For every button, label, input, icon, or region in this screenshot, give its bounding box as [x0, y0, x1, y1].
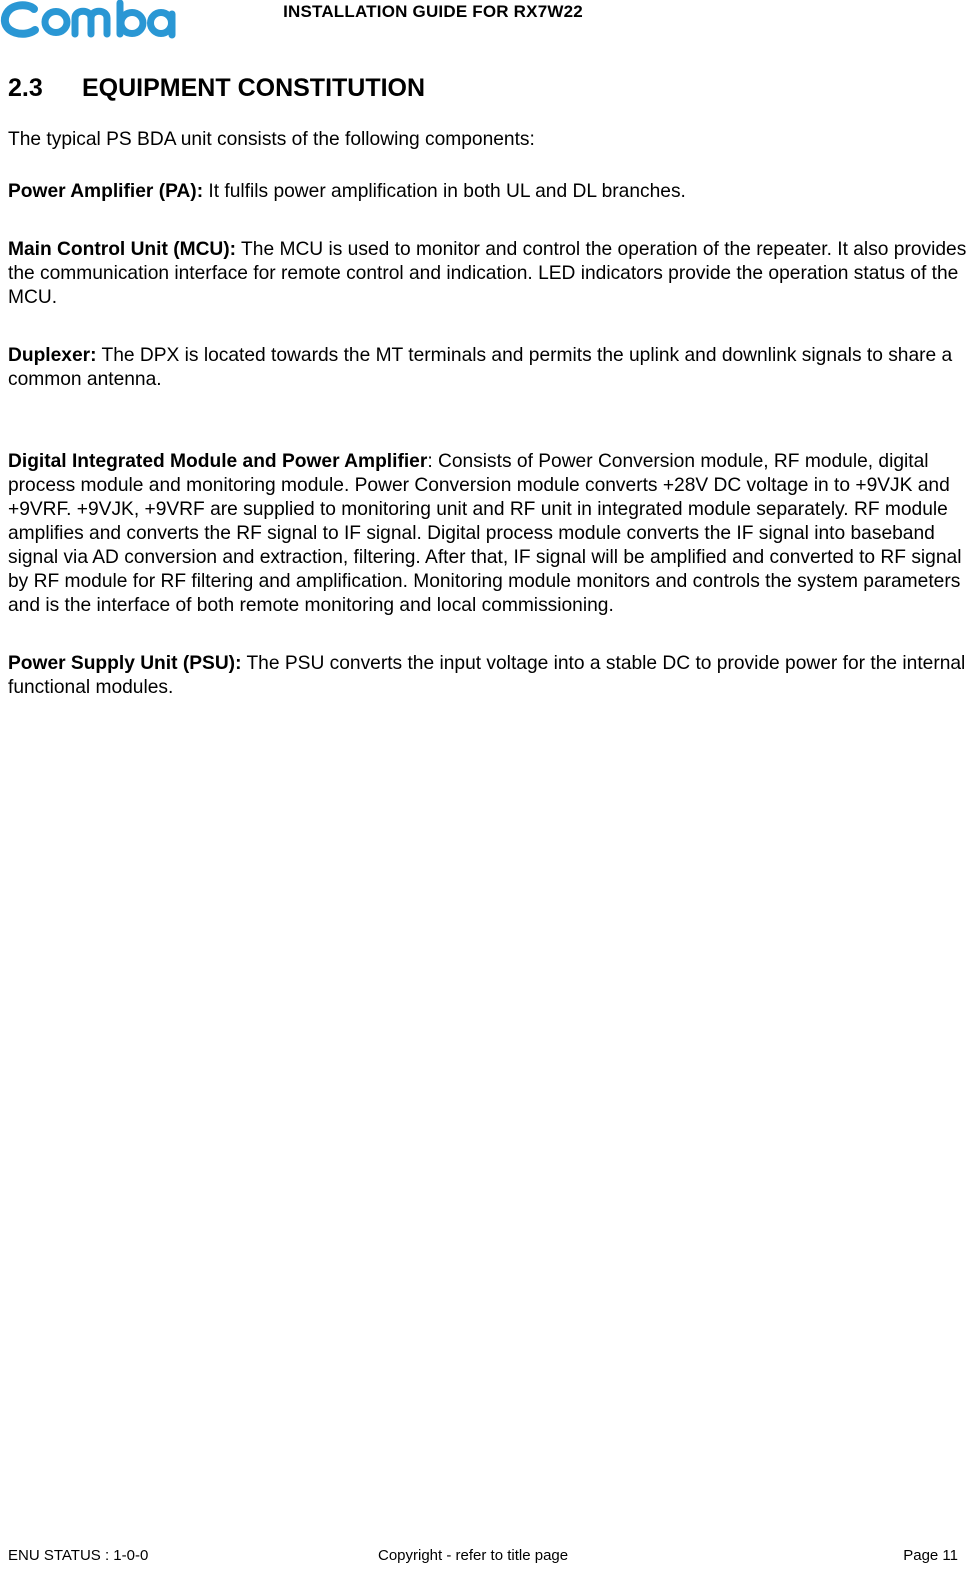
- section-heading: [8, 74, 425, 103]
- intro-paragraph: The typical PS BDA unit consists of the following components:: [8, 129, 535, 150]
- page-footer: [8, 1547, 958, 1567]
- component-term: Main Control Unit (MCU):: [8, 239, 237, 260]
- document-body: [8, 128, 970, 700]
- component-paragraph-digital-module: [8, 450, 970, 618]
- footer-status: ENU STATUS : 1-0-0: [8, 1547, 149, 1564]
- footer-page-number: Page 11: [903, 1547, 958, 1564]
- component-term: Digital Integrated Module and Power Amplifier: [8, 451, 428, 472]
- component-description: The MCU is used to monitor and control the operation of the repeater. It also provides the communication interface for remote control and indication. LED indicators provide the operation status of the MCU.: [8, 239, 967, 308]
- component-term: Power Supply Unit (PSU):: [8, 653, 242, 674]
- component-description: : Consists of Power Conversion module, RF module, digital process module and monitoring module. Power Conversion module converts +28V DC voltage in to +9VJK and +9VRF. +9VJK, +9VRF are supplied to monitoring unit and RF unit in integrated module separately. RF module amplifies and converts the RF signal to IF signal. Digital process module converts the IF signal into baseband signal via AD conversion and extraction, filtering. After that, IF signal will be amplified and converted to RF signal by RF module for RF filtering and amplification. Monitoring module monitors and controls the system parameters and is the interface of both remote monitoring and local commissioning.: [8, 451, 962, 616]
- section-title: EQUIPMENT CONSTITUTION: [82, 74, 426, 102]
- component-description: It fulfils power amplification in both UL and DL branches.: [203, 181, 686, 202]
- footer-copyright: Copyright - refer to title page: [378, 1547, 569, 1564]
- component-paragraph-psu: [8, 652, 970, 700]
- component-term: Duplexer:: [8, 345, 97, 366]
- component-paragraph-mcu: [8, 238, 970, 310]
- component-paragraph-duplexer: [8, 344, 970, 392]
- section-number: 2.3: [8, 74, 43, 102]
- component-description: The DPX is located towards the MT terminals and permits the uplink and downlink signals to share a common antenna.: [8, 345, 953, 390]
- component-paragraph-pa: [8, 180, 970, 204]
- document-header-title: INSTALLATION GUIDE FOR RX7W22: [283, 2, 583, 21]
- component-term: Power Amplifier (PA):: [8, 181, 204, 202]
- component-description: The PSU converts the input voltage into a stable DC to provide power for the internal functional modules.: [8, 653, 966, 698]
